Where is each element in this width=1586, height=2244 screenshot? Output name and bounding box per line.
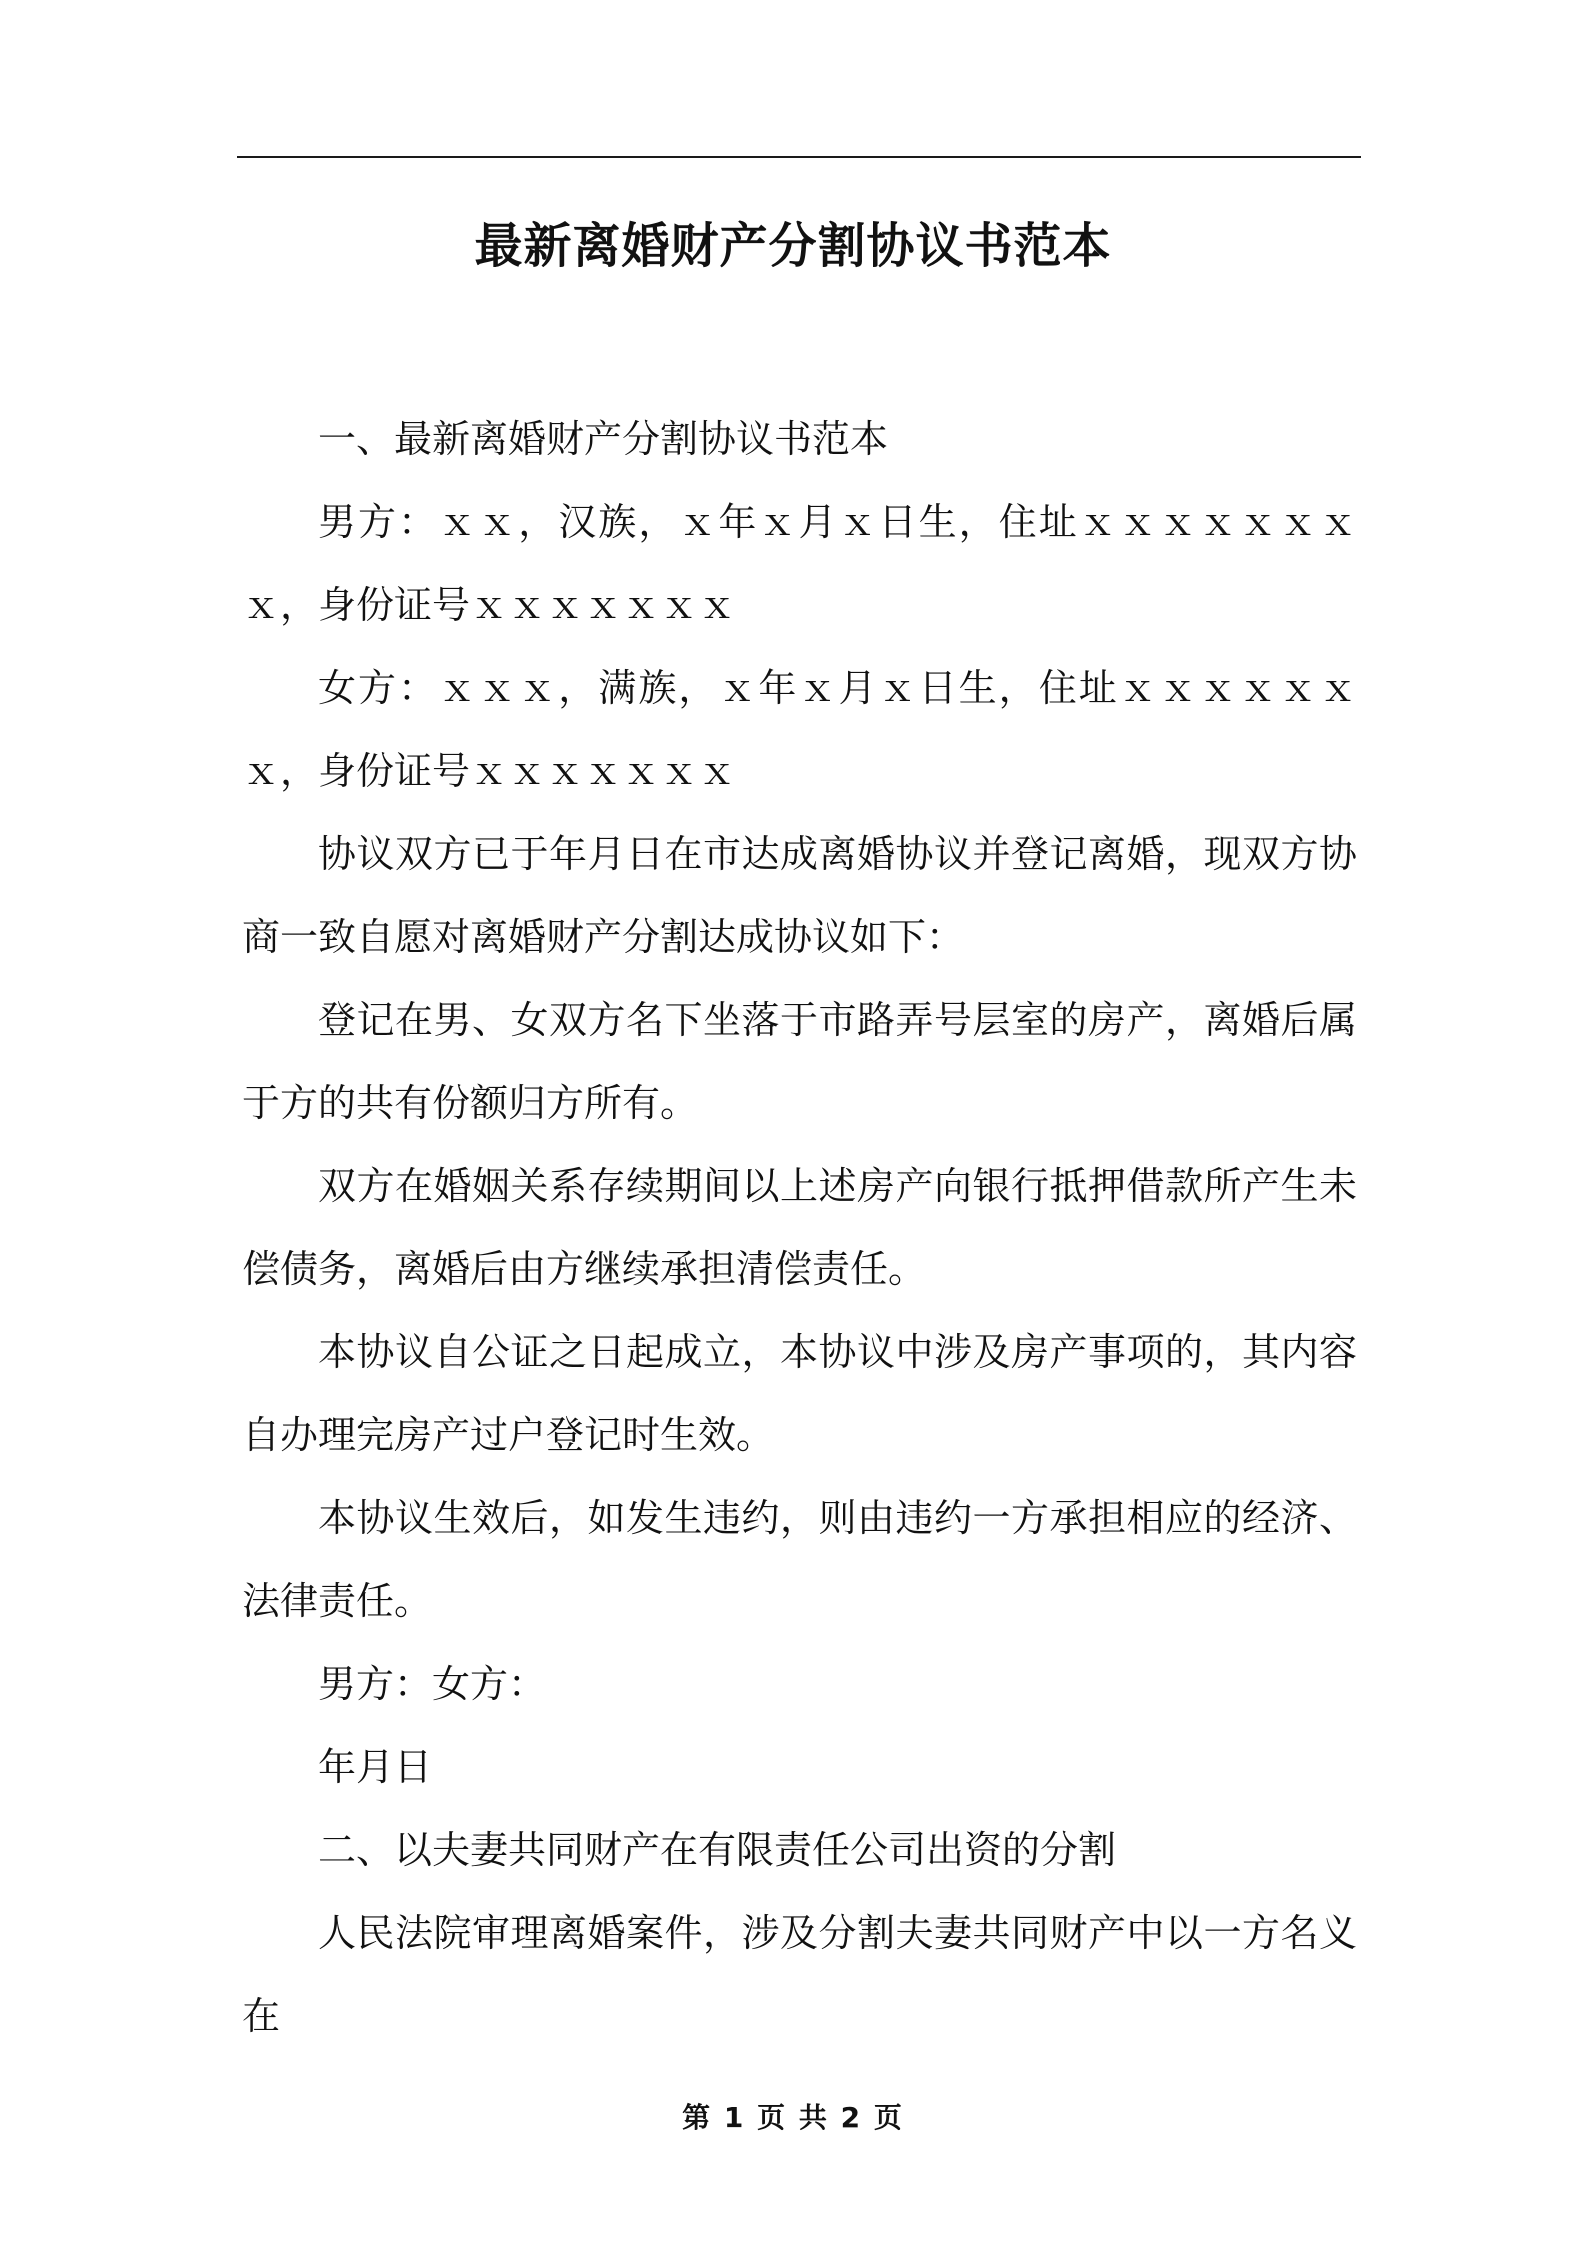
paragraph-effective: 本协议自公证之日起成立，本协议中涉及房产事项的，其内容自办理完房产过户登记时生效。 (242, 1330, 1357, 1457)
paragraph-breach: 本协议生效后，如发生违约，则由违约一方承担相应的经济、法律责任。 (242, 1496, 1357, 1623)
paragraph-property: 登记在男、女双方名下坐落于市路弄号层室的房产，离婚后属于方的共有份额归方所有。 (242, 998, 1357, 1125)
section-heading-2: 二、以夫妻共同财产在有限责任公司出资的分割 (318, 1828, 1117, 1872)
paragraph-female-party: 女方：ｘｘｘ，满族，ｘ年ｘ月ｘ日生，住址ｘｘｘｘｘｘｘ，身份证号ｘｘｘｘｘｘｘ (242, 666, 1357, 793)
paragraph-agreement-intro: 协议双方已于年月日在市达成离婚协议并登记离婚，现双方协商一致自愿对离婚财产分割达成协议如下： (242, 832, 1357, 959)
paragraph-signatures: 男方：女方： (318, 1662, 547, 1706)
header-rule (237, 156, 1361, 158)
document-title: 最新离婚财产分割协议书范本 (474, 218, 1112, 274)
paragraph-court: 人民法院审理离婚案件，涉及分割夫妻共同财产中以一方名义在 (242, 1911, 1357, 2038)
document-body (242, 398, 1357, 2058)
paragraph-male-party: 男方：ｘｘ，汉族，ｘ年ｘ月ｘ日生，住址ｘｘｘｘｘｘｘｘ，身份证号ｘｘｘｘｘｘｘ (242, 500, 1357, 627)
section-heading-1: 一、最新离婚财产分割协议书范本 (318, 417, 889, 461)
paragraph-debt: 双方在婚姻关系存续期间以上述房产向银行抵押借款所产生未偿债务，离婚后由方继续承担清偿责任。 (242, 1164, 1357, 1291)
page-number-footer: 第 1 页 共 2 页 (682, 2101, 904, 2134)
paragraph-date: 年月日 (318, 1745, 433, 1789)
